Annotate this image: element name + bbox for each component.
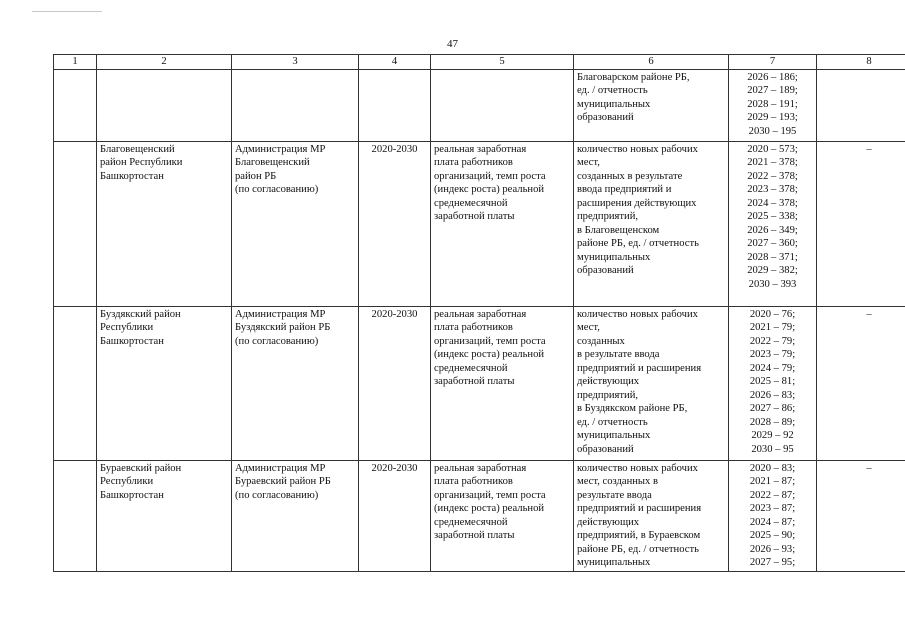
cell-line: организаций, темп роста [434, 170, 546, 182]
cell-line: Башкортостан [100, 170, 164, 182]
cell-line: 2026 – 349; [747, 224, 798, 236]
cell-line: Республики [100, 476, 154, 487]
cell-line: мест, [577, 157, 600, 168]
cell-line: в Благовещенском [577, 224, 660, 236]
cell-line: предприятий, [577, 211, 639, 222]
column-header: 2 [97, 55, 232, 70]
cell-number [54, 141, 97, 306]
column-header: 8 [817, 55, 905, 70]
cell-line: 2020 – 76; [749, 308, 796, 320]
cell-district [97, 460, 232, 571]
cell-line: образований [577, 265, 634, 276]
cell-line: среднемесячной [434, 362, 508, 374]
cell-line: 2024 – 378; [747, 197, 798, 209]
cell-line: Администрация МР [235, 308, 326, 320]
cell-indicator [431, 460, 574, 571]
cell-line: 2023 – 79; [749, 349, 796, 360]
cell-line: 2027 – 95; [749, 557, 796, 568]
cell-yearly-values [729, 460, 817, 571]
cell-line: район РБ [235, 170, 277, 182]
cell-line: Бураевский район [100, 462, 182, 474]
cell-indicator [431, 306, 574, 460]
cell-line: мест, созданных в [577, 476, 658, 487]
cell-yearly-values [729, 306, 817, 460]
cell-line: мест, [577, 322, 600, 333]
cell-line: количество новых рабочих [577, 308, 698, 320]
cell-line: ед. / отчетность [577, 85, 648, 96]
cell-line: Администрация МР [235, 462, 326, 474]
cell-line: 2030 – 95 [751, 443, 794, 455]
cell-number [54, 69, 97, 141]
cell-line: Благовещенский [100, 143, 175, 155]
cell-period [359, 69, 431, 141]
cell-line: предприятий, в Бураевском [577, 530, 701, 541]
cell-line: 2021 – 378; [747, 157, 798, 168]
cell-period: 2020-2030 [359, 306, 431, 460]
cell-district [97, 141, 232, 306]
table-body [54, 69, 905, 571]
cell-line: действующих [577, 516, 640, 528]
cell-line: 2028 – 191; [747, 98, 798, 110]
table-row [54, 460, 905, 571]
cell-district [97, 306, 232, 460]
cell-line: плата работников [434, 476, 513, 487]
cell-line: заработной платы [434, 376, 515, 387]
cell-line: 2026 – 186; [747, 71, 798, 83]
cell-line: район Республики [100, 157, 183, 168]
cell-line: образований [577, 443, 634, 455]
cell-line: 2025 – 338; [747, 211, 798, 222]
cell-administrator [232, 141, 359, 306]
cell-line: 2020 – 573; [747, 143, 798, 155]
cell-line: муниципальных [577, 557, 651, 568]
cell-line: количество новых рабочих [577, 143, 698, 155]
cell-line: 2020 – 83; [749, 462, 796, 474]
cell-line: организаций, темп роста [434, 489, 546, 501]
cell-line: 2027 – 189; [747, 85, 798, 96]
cell-line: 2030 – 393 [748, 278, 797, 290]
cell-line: в Буздякском районе РБ, [577, 403, 688, 414]
cell-measure [574, 306, 729, 460]
cell-line: 2021 – 87; [749, 476, 796, 487]
table-header-row [54, 55, 905, 70]
cell-line: заработной платы [434, 211, 515, 222]
cell-line: плата работников [434, 322, 513, 333]
cell-number [54, 306, 97, 460]
cell-line: Республики [100, 322, 154, 333]
cell-note [817, 69, 905, 141]
cell-line: районе РБ, ед. / отчетность [577, 238, 699, 249]
cell-line: предприятий и расширения [577, 503, 702, 514]
cell-line: расширения действующих [577, 197, 697, 209]
cell-administrator [232, 69, 359, 141]
cell-line: Администрация МР [235, 143, 326, 155]
data-table [53, 54, 905, 572]
cell-line: реальная заработная [434, 308, 527, 320]
cell-line: (по согласованию) [235, 184, 319, 195]
cell-line: Благоварском районе РБ, [577, 71, 690, 83]
cell-line: 2027 – 360; [747, 238, 798, 249]
cell-line: 2030 – 195 [748, 125, 797, 137]
cell-measure [574, 69, 729, 141]
cell-line: Буздякский район РБ [235, 322, 331, 333]
cell-line: 2025 – 90; [749, 530, 796, 541]
cell-line: 2024 – 87; [749, 516, 796, 528]
cell-line: 2027 – 86; [749, 403, 796, 414]
table-row [54, 306, 905, 460]
cell-period: 2020-2030 [359, 460, 431, 571]
cell-administrator [232, 460, 359, 571]
cell-line: 2029 – 193; [747, 112, 798, 123]
cell-line: (индекс роста) реальной [434, 184, 545, 195]
column-header: 7 [729, 55, 817, 70]
table-row [54, 141, 905, 306]
cell-line: Башкортостан [100, 489, 164, 501]
cell-line: (индекс роста) реальной [434, 349, 545, 360]
cell-note: – [817, 460, 905, 571]
cell-line: (индекс роста) реальной [434, 503, 545, 514]
cell-line: в результате ввода [577, 349, 660, 360]
cell-line: 2028 – 89; [749, 416, 796, 428]
cell-line: районе РБ, ед. / отчетность [577, 543, 699, 555]
cell-line: созданных в результате [577, 170, 683, 182]
cell-line: предприятий, [577, 389, 639, 401]
cell-line: образований [577, 112, 634, 123]
cell-note: – [817, 306, 905, 460]
cell-line: 2022 – 79; [749, 335, 796, 347]
cell-administrator [232, 306, 359, 460]
cell-line: предприятий и расширения [577, 362, 702, 374]
cell-line: 2022 – 87; [749, 489, 796, 501]
cell-district [97, 69, 232, 141]
cell-line: 2023 – 87; [749, 503, 796, 514]
cell-line: 2024 – 79; [749, 362, 796, 374]
cell-line: организаций, темп роста [434, 335, 546, 347]
cell-indicator [431, 69, 574, 141]
cell-line: муниципальных [577, 98, 651, 110]
cell-yearly-values [729, 69, 817, 141]
cell-line: ввода предприятий и [577, 184, 672, 195]
cell-line: ед. / отчетность [577, 416, 648, 428]
cell-line: муниципальных [577, 251, 651, 263]
cell-line: плата работников [434, 157, 513, 168]
table-row [54, 69, 905, 141]
cell-indicator [431, 141, 574, 306]
column-header: 4 [359, 55, 431, 70]
cell-line: действующих [577, 376, 640, 387]
cell-line: 2026 – 93; [749, 543, 796, 555]
cell-measure [574, 141, 729, 306]
cell-line: количество новых рабочих [577, 462, 698, 474]
cell-line: 2029 – 92 [751, 430, 794, 441]
cell-line: 2022 – 378; [747, 170, 798, 182]
cell-line: 2023 – 378; [747, 184, 798, 195]
cell-line: реальная заработная [434, 462, 527, 474]
cell-line: Бураевский район РБ [235, 476, 331, 487]
cell-line: Башкортостан [100, 335, 164, 347]
cell-line: 2028 – 371; [747, 251, 798, 263]
cell-line: (по согласованию) [235, 489, 319, 501]
column-header: 6 [574, 55, 729, 70]
cell-line: Благовещенский [235, 157, 310, 168]
column-header: 1 [54, 55, 97, 70]
cell-line: среднемесячной [434, 197, 508, 209]
cell-note: – [817, 141, 905, 306]
page-number: 47 [447, 38, 458, 50]
header-rule [32, 11, 102, 12]
cell-line: Буздякский район [100, 308, 181, 320]
cell-line: 2026 – 83; [749, 389, 796, 401]
cell-line: (по согласованию) [235, 335, 319, 347]
cell-line: муниципальных [577, 430, 651, 441]
column-header: 3 [232, 55, 359, 70]
cell-line: результате ввода [577, 489, 652, 501]
cell-line: 2021 – 79; [749, 322, 796, 333]
cell-line: 2029 – 382; [747, 265, 798, 276]
cell-line: реальная заработная [434, 143, 527, 155]
cell-period: 2020-2030 [359, 141, 431, 306]
cell-line: заработной платы [434, 530, 515, 541]
cell-measure [574, 460, 729, 571]
cell-line: среднемесячной [434, 516, 508, 528]
cell-number [54, 460, 97, 571]
cell-line: 2025 – 81; [749, 376, 796, 387]
cell-line: созданных [577, 335, 625, 347]
cell-yearly-values [729, 141, 817, 306]
column-header: 5 [431, 55, 574, 70]
